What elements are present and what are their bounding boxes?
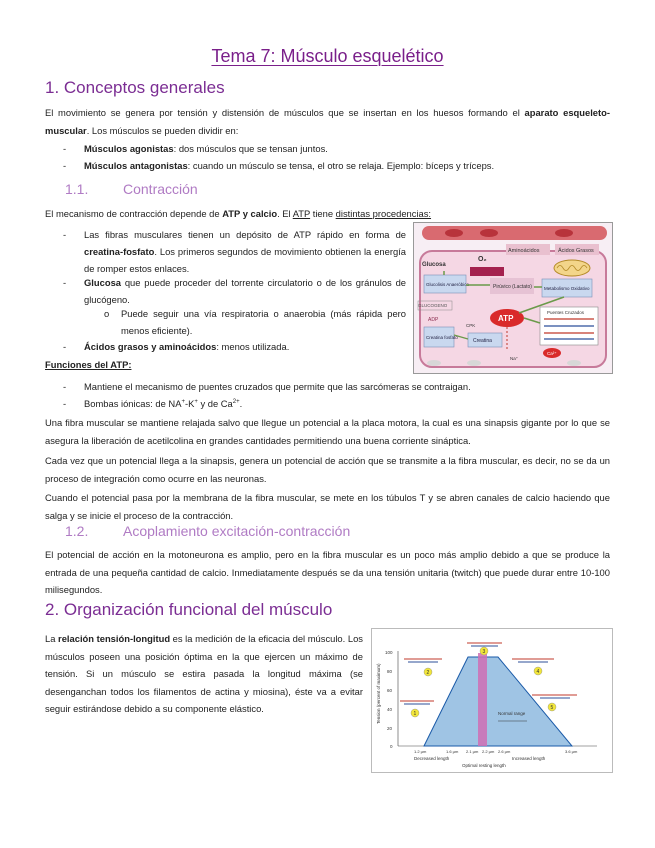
function-item: Mantiene el mecanismo de puentes cruzados que permite que las sarcómeras se contraigan. [84, 381, 471, 392]
bullet-dash: - [63, 341, 67, 352]
list-item-glucose: Glucosa que puede proceder del torrente circulatorio o de los gránulos de glucógeno. [84, 277, 406, 306]
optimal-band [478, 653, 487, 746]
function-item-pumps: Bombas iónicas: de NA+-K+ y de $Ca^{2+}$. [84, 398, 243, 409]
intro-paragraph: El movimiento se genera por tensión y distensión de músculos que se insertan en los huesos formando el aparato esqueleto-muscular. Los músculos se pueden dividir en: [45, 107, 610, 136]
mitochondria [554, 260, 590, 276]
label-normal-range: Normal range [498, 711, 526, 716]
label-o2: O₂ [478, 256, 487, 263]
list-item: Músculos antagonistas: cuando un músculo se tensa, el otro se relaja. Ejemplo: bíceps y tríceps. [84, 160, 495, 171]
label-acidos-grasos: Ácidos Grasos [558, 248, 594, 254]
label-creatina-fosfato: Creatina fosfato [426, 335, 458, 340]
label-metabolismo: Metabolismo Oxidativo [544, 286, 590, 291]
list-item: Músculos agonistas: dos músculos que se tensan juntos. [84, 143, 328, 154]
x-tick-label: 3.6 µm [565, 749, 578, 754]
label-aminoacidos: Aminoácidos [508, 248, 540, 254]
list-item-fatty-acids: Ácidos grasos y aminoácidos: menos utilizada. [84, 341, 290, 352]
section-heading-2: 2. Organización funcional del músculo [45, 600, 333, 619]
y-tick-label: 100 [385, 650, 393, 655]
bullet-dash: - [63, 398, 67, 409]
y-tick-label: 20 [387, 726, 393, 731]
y-axis-label: Tension (percent of maximum) [376, 663, 381, 724]
label-creatina: Creatina [473, 338, 492, 344]
page-title: Tema 7: Músculo esquelético [211, 46, 444, 66]
atp-figure-svg [414, 223, 612, 373]
label-puentes: Puentes Cruzados [547, 310, 585, 315]
calcium-paragraph: Cuando el potencial pasa por la membrana de la fibra muscular, se mete en los túbulos T y se abren canales de calcio haciendo que salga y se inicie el proceso de la contracción. [45, 492, 610, 521]
x-tick-label: 2.1 µm [466, 749, 479, 754]
section-heading-1-1: 1.1. Contracción [65, 181, 198, 197]
y-tick-label: 80 [387, 669, 393, 674]
label-cpk: CPK [466, 323, 476, 328]
label-glucolisis: Glucolisis Anaeróbica [426, 282, 470, 287]
functions-heading: Funciones del ATP: [45, 359, 132, 370]
label-adp: ADP [428, 317, 439, 323]
label-ca: Ca²⁺ [547, 351, 557, 356]
label-glucosa: Glucosa [422, 262, 446, 268]
motor-plate-paragraph: Una fibra muscular se mantiene relajada salvo que llegue un potencial a la placa motora, la cual es una sinapsis gigante por lo que se asegura la liberación de acetilcolina en grandes cantidades permitiendo una buena corriente sináptica. [45, 417, 610, 446]
tension-length-paragraph: La relación tensión-longitud es la medición de la eficacia del músculo. Los músculos poseen una posición óptima en la que ejercen un máximo de tensión. Si un músculo se estira pasada la longitud máxima (se desenganchan todos los filamentos de actina y miosina), éste va a evitar seguir estirándose debido a su componente elástico. [45, 633, 363, 715]
bullet-dash: - [63, 143, 67, 154]
marker-5: 5 [550, 705, 554, 711]
label-piruvico: Pirúvico (Lactato) [493, 284, 532, 290]
list-item-atp-source: Las fibras musculares tienen un depósito de ATP rápido en forma de creatina-fosfato. Los primeros segundos de movimiento obtienen la energía de romper estos enlaces. [84, 229, 406, 275]
label-atp: ATP [498, 314, 514, 323]
x-tick-label: 1.2 µm [414, 749, 427, 754]
marker-3: 3 [482, 649, 486, 655]
action-potential-paragraph: Cada vez que un potencial llega a la sinapsis, genera un potencial de acción que se transmite a la fibra muscular, es decir, no se da un proceso de integración como ocurre en las neuronas. [45, 455, 610, 484]
bullet-dash: - [63, 381, 67, 392]
y-tick-label: 40 [387, 707, 393, 712]
label-decreased: Decreased length [414, 756, 450, 761]
bullet-dash: - [63, 229, 67, 240]
label-increased: Increased length [512, 756, 546, 761]
excitation-paragraph: El potencial de acción en la motoneurona es amplio, pero en la fibra muscular es un poco más amplio debido a que se produce la entrada de una pequeña cantidad de calcio. Inmediatamente después se da una tensión unitaria (twitch) que puede durar entre 10-100 milisegundos. [45, 549, 610, 596]
tension-length-figure [371, 628, 613, 773]
x-tick-label: 1.6 µm [446, 749, 459, 754]
marker-2: 2 [426, 670, 430, 676]
tension-figure-svg [372, 629, 612, 772]
contraction-paragraph: El mecanismo de contracción depende de ATP y calcio. El ATP tiene distintas procedencias: [45, 208, 432, 219]
bullet-circle: o [104, 308, 110, 319]
section-heading-1-2: 1.2. Acoplamiento excitación-contracción [65, 523, 351, 539]
section-heading-1: 1. Conceptos generales [45, 78, 225, 97]
list-subitem: Puede seguir una vía respiratoria o anaerobia (más rápida pero menos eficiente). [121, 308, 406, 337]
marker-1: 1 [413, 711, 417, 717]
x-tick-label: 2.6 µm [498, 749, 511, 754]
bullet-dash: - [63, 277, 67, 288]
label-na: Na⁺ [510, 356, 519, 361]
atp-metabolism-figure [413, 222, 613, 374]
y-tick-label: 0 [390, 744, 393, 749]
y-tick-label: 60 [387, 688, 393, 693]
label-glucogeno: GLUCOGENO [418, 303, 448, 308]
x-tick-label: 2.2 µm [482, 749, 495, 754]
bullet-dash: - [63, 160, 67, 171]
marker-4: 4 [536, 669, 540, 675]
label-optimal: Optimal resting length [462, 763, 506, 768]
